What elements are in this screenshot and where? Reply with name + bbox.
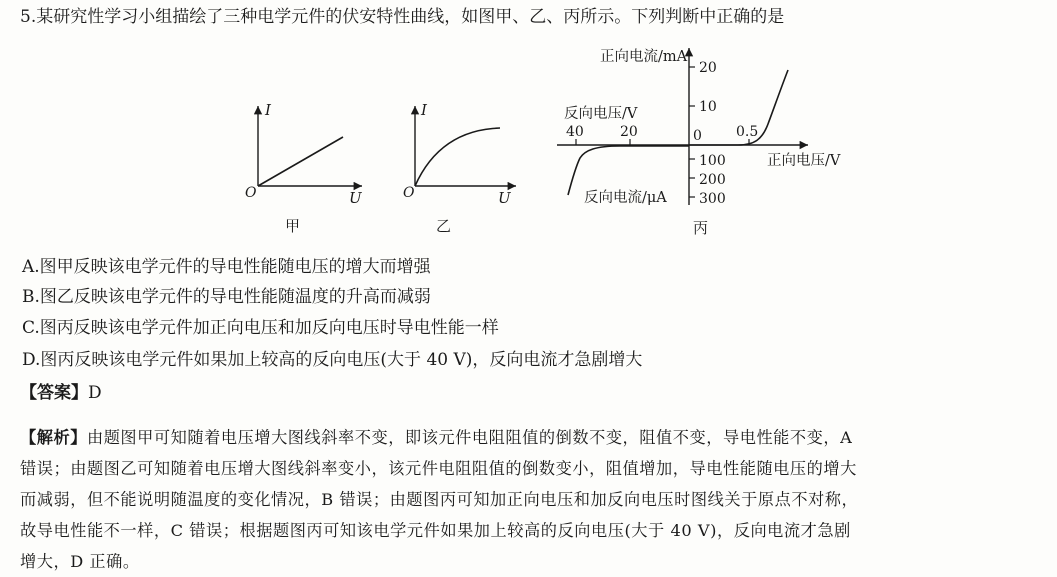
option-c: C.图丙反映该电学元件加正向电压和加反向电压时导电性能一样 [22,318,499,338]
bing-caption: 丙 [693,219,709,237]
yi-caption: 乙 [436,217,452,235]
figure-jia [245,101,363,235]
analysis-line [20,422,1048,453]
option-a: A.图甲反映该电学元件的导电性能随电压的增大而增强 [22,257,431,277]
analysis-label: 【解析】 [20,428,87,447]
analysis-line: 增大，D 正确。 [20,552,140,571]
bing-origin: 0 [693,128,702,144]
bing-y-top-label: 正向电流/mA [600,49,688,65]
yi-origin: O [403,185,415,201]
question-stem: 5.某研究性学习小组描绘了三种电学元件的伏安特性曲线，如图甲、乙、丙所示。下列判断中正确的是 [20,7,785,27]
bing-tick-label-20: 20 [699,60,717,76]
jia-caption: 甲 [285,217,301,235]
bing-tick-label-40: 40 [566,124,584,140]
yi-curve [415,128,500,186]
analysis-line: 错误；由题图乙可知随着电压增大图线斜率变小，该元件电阻阻值的倒数变小，阻值增加，导电性能随电压的增大 [20,459,857,478]
bing-tick-label-20-left: 20 [620,124,638,140]
bing-reverse-curve [568,146,689,195]
option-d: D.图丙反映该电学元件如果加上较高的反向电压(大于 40 V)，反向电流才急剧增大 [22,350,643,370]
analysis-text: 由题图甲可知随着电压增大图线斜率不变，即该元件电阻阻值的倒数不变，阻值不变，导电性能不变，A [86,428,853,447]
jia-x-label: U [349,189,362,207]
figure-bing [557,47,841,237]
figure-yi [403,101,516,235]
bing-tick-label-300: 300 [699,191,726,207]
bing-x-left-label: 反向电压/V [564,106,638,122]
bing-tick-label-10: 10 [699,99,717,115]
analysis-block [20,422,1048,571]
bing-y-bottom-label: 反向电流/μA [584,190,667,206]
option-b: B.图乙反映该电学元件的导电性能随温度的升高而减弱 [22,287,431,307]
jia-y-label: I [265,101,271,119]
yi-x-label: U [498,189,511,207]
bing-tick-label-0.5: 0.5 [736,124,759,140]
answer-line [20,382,102,404]
analysis-line: 而减弱，但不能说明随温度的变化情况，B 错误；由题图丙可知加正向电压和加反向电压时图线关于原点不对称， [20,490,859,509]
jia-origin: O [245,185,257,201]
bing-forward-curve [689,70,788,145]
answer-value: D [88,383,102,403]
bing-tick-label-100: 100 [699,153,726,169]
answer-label: 【答案】 [20,383,88,403]
jia-curve [258,137,343,186]
analysis-line: 故导电性能不一样，C 错误；根据题图丙可知该电学元件如果加上较高的反向电压(大于 40 V)，反向电流才急剧 [20,521,851,540]
yi-y-label: I [421,101,427,119]
bing-tick-label-200: 200 [699,172,726,188]
bing-x-right-label: 正向电压/V [767,153,841,169]
